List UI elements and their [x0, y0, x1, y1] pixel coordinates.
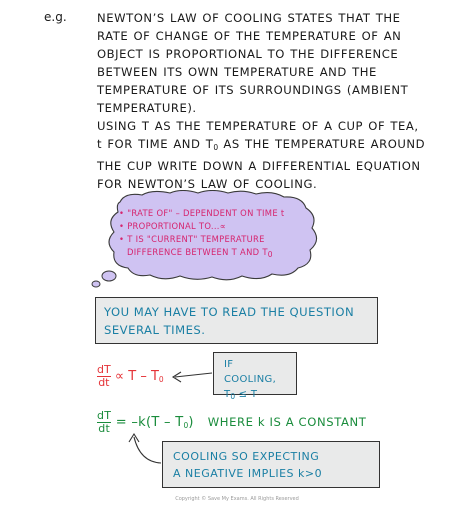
example-label: e.g. [44, 10, 67, 24]
differential-equation [97, 410, 366, 435]
callout-line: COOLING SO EXPECTING [173, 450, 320, 463]
subscript-zero: 0 [267, 250, 273, 259]
text-line: RATE OF CHANGE OF THE TEMPERATURE OF AN [97, 29, 402, 43]
bubble-line: • T IS "CURRENT" TEMPERATURE [119, 234, 265, 244]
text-line: OBJECT IS PROPORTIONAL TO THE DIFFERENCE [97, 47, 399, 61]
text-line: THE CUP WRITE DOWN A DIFFERENTIAL EQUATION [97, 159, 421, 173]
cooling-callout [213, 352, 297, 401]
constant-note: WHERE k IS A CONSTANT [207, 415, 367, 429]
text-segment: ≤ T [235, 389, 258, 400]
fraction-denominator: dt [98, 422, 111, 435]
text-line: BETWEEN ITS OWN TEMPERATURE AND THE [97, 65, 377, 79]
callout-line: A NEGATIVE IMPLIES k>0 [173, 467, 323, 480]
subscript-zero: 0 [158, 375, 164, 384]
subscript-zero: 0 [230, 392, 236, 401]
text-line: TEMPERATURE OF ITS SURROUNDINGS (AMBIENT [97, 83, 409, 97]
fraction-denominator: dt [98, 376, 110, 389]
text-line: NEWTON’S LAW OF COOLING STATES THAT THE [97, 11, 401, 25]
text-segment: t FOR TIME AND T [97, 137, 214, 151]
text-line: FOR NEWTON’S LAW OF COOLING. [97, 177, 318, 191]
bubble-line: • "RATE OF" – DEPENDENT ON TIME t [119, 208, 285, 218]
subscript-zero: 0 [213, 143, 219, 152]
note-line: SEVERAL TIMES. [104, 323, 206, 337]
negative-sign-callout [162, 441, 380, 488]
callout-line: IF COOLING, [224, 359, 277, 385]
bubble-line: • PROPORTIONAL TO...∝ [119, 221, 227, 231]
arrow-line [175, 373, 212, 377]
text-line: USING T AS THE TEMPERATURE OF A CUP OF TEA, [97, 119, 419, 133]
text-segment: T [224, 389, 231, 400]
equation-rhs-close: ) [188, 415, 194, 430]
text-segment: DIFFERENCE BETWEEN T AND T [127, 247, 268, 257]
equation-rhs: ∝ T – T [110, 369, 159, 384]
equation-rhs: = –k(T – T [111, 415, 184, 430]
subscript-zero: 0 [183, 421, 189, 430]
text-line: TEMPERATURE). [97, 101, 197, 115]
copyright-notice: Copyright © Save My Exams. All Rights Reserved [175, 496, 299, 502]
fraction-numerator: dT [97, 409, 112, 422]
text-segment: AS THE TEMPERATURE AROUND [218, 137, 426, 151]
fraction-numerator: dT [97, 363, 111, 376]
note-line: YOU MAY HAVE TO READ THE QUESTION [104, 305, 355, 319]
derivative-fraction [97, 410, 111, 435]
callout-line [224, 387, 286, 404]
